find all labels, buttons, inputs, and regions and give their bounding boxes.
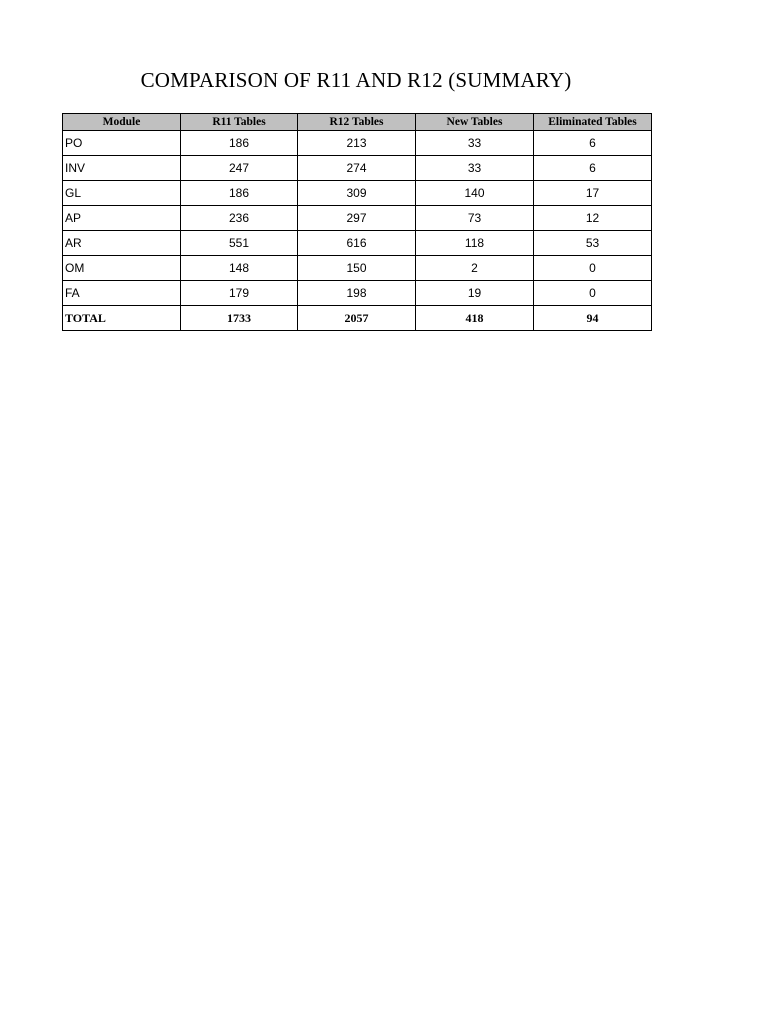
module-cell: INV: [63, 156, 181, 181]
r12-cell: 297: [298, 206, 416, 231]
r12-cell: 309: [298, 181, 416, 206]
r11-cell: 179: [181, 281, 298, 306]
total-r11: 1733: [181, 306, 298, 331]
header-row: [63, 114, 652, 131]
page-title: COMPARISON OF R11 AND R12 (SUMMARY): [140, 68, 572, 92]
header-r12-tables: R12 Tables: [298, 114, 416, 131]
new-cell: 33: [416, 156, 534, 181]
header-r11-tables: R11 Tables: [181, 114, 298, 131]
new-cell: 118: [416, 231, 534, 256]
table-row: [63, 206, 652, 231]
r11-cell: 236: [181, 206, 298, 231]
header-eliminated-tables: Eliminated Tables: [534, 114, 652, 131]
r12-cell: 616: [298, 231, 416, 256]
table-row: [63, 231, 652, 256]
total-label: TOTAL: [63, 306, 181, 331]
table-body: [63, 131, 652, 306]
eliminated-cell: 53: [534, 231, 652, 256]
new-cell: 140: [416, 181, 534, 206]
eliminated-cell: 12: [534, 206, 652, 231]
r12-cell: 274: [298, 156, 416, 181]
module-cell: AP: [63, 206, 181, 231]
module-cell: PO: [63, 131, 181, 156]
table-footer: [63, 306, 652, 331]
header-module: Module: [63, 114, 181, 131]
r12-cell: 198: [298, 281, 416, 306]
header-new-tables: New Tables: [416, 114, 534, 131]
new-cell: 73: [416, 206, 534, 231]
total-eliminated: 94: [534, 306, 652, 331]
table-row: [63, 156, 652, 181]
new-cell: 2: [416, 256, 534, 281]
r12-cell: 150: [298, 256, 416, 281]
summary-table: [62, 113, 652, 331]
table-row: [63, 281, 652, 306]
eliminated-cell: 0: [534, 281, 652, 306]
r11-cell: 186: [181, 181, 298, 206]
eliminated-cell: 6: [534, 131, 652, 156]
total-r12: 2057: [298, 306, 416, 331]
total-row: [63, 306, 652, 331]
new-cell: 33: [416, 131, 534, 156]
eliminated-cell: 6: [534, 156, 652, 181]
table-row: [63, 181, 652, 206]
module-cell: OM: [63, 256, 181, 281]
r11-cell: 247: [181, 156, 298, 181]
total-new: 418: [416, 306, 534, 331]
r11-cell: 551: [181, 231, 298, 256]
table-header: [63, 114, 652, 131]
r11-cell: 148: [181, 256, 298, 281]
eliminated-cell: 17: [534, 181, 652, 206]
new-cell: 19: [416, 281, 534, 306]
r11-cell: 186: [181, 131, 298, 156]
module-cell: GL: [63, 181, 181, 206]
r12-cell: 213: [298, 131, 416, 156]
eliminated-cell: 0: [534, 256, 652, 281]
module-cell: AR: [63, 231, 181, 256]
table-row: [63, 256, 652, 281]
module-cell: FA: [63, 281, 181, 306]
table-row: [63, 131, 652, 156]
